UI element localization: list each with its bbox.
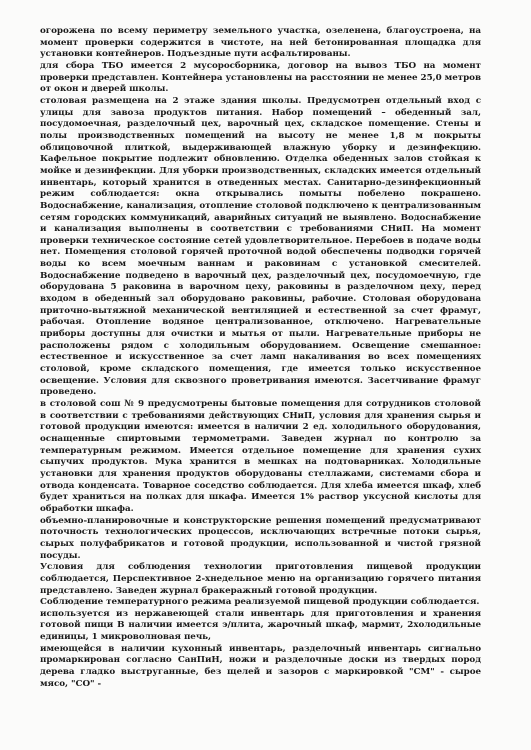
paragraph-waste-collection: для сбора ТБО имеется 2 мусоросборника, договор на вывоз ТБО на момент проверки представлен. Контейнера установлены на расстоянии не менее 25,0 метров от окон и дверей школы. [40, 60, 481, 95]
paragraph-equipment: используется из нержавеющей стали инвентарь для приготовления и хранения готовой пищи В наличии имеется э/плита, жарочный шкаф, мармит, 2холодильные единицы, 1 микроволновая печь, [40, 608, 481, 643]
paragraph-layout: объемно-планировочные и конструкторские решения помещений предусматривают поточность технологических процессов, исключающих встречные потоки сырья, сырых полуфабрикатов и готовой продукции, использованной и чистой грязной посуды. [40, 515, 481, 561]
paragraph-inventory: имеющейся в наличии кухонный инвентарь, разделочный инвентарь сигнально промаркирован согласно СанПиН, ножи и разделочные доски из твердых пород дерева гладко выструганные, без щелей и зазоров с маркировкой "СМ" - сырое мясо, "СО" - [40, 643, 481, 689]
document-body [40, 26, 481, 690]
paragraph-territory: огорожена по всему периметру земельного участка, озеленена, благоустроена, на момент проверки содержится в чистоте, на ней бетонированная площадка для установки контейнеров. Подъездные пути асфальтированы. [40, 26, 481, 60]
paragraph-canteen: столовая размещена на 2 этаже здания школы. Предусмотрен отдельный вход с улицы для завоза продуктов питания. Набор помещений – обеденный зал, посудомоечная, разделочный цех, варочный цех, складское помещение. Стены и полы производственных помещений на высоту не менее 1,8 м покрыты облицовочной плиткой, выдерживающей влажную уборку и дезинфекцию. Кафельное покрытие подлежит обновлению. Отделка обеденных залов стойкая к мойке и дезинфекции. Для уборки производственных, складских имеется отдельный инвентарь, который хранится в отведенных местах. Санитарно-дезинфекционный режим соблюдается: окна открывались помыты побелено покрашено. Водоснабжение, канализация, отопление столовой подключено к централизованным сетям городских коммуникаций, аварийных ситуаций не выявлено. Водоснабжение и канализация выполнены в соответствии с требованиями СНиП. На момент проверки техническое состояние сетей удовлетворительное. Перебоев в подаче воды нет. Помещения столовой горячей проточной водой обеспечены подводки горячей воды ко всем моечным ваннам и раковинам с установкой смесителей. Водоснабжение подведено в варочный цех, разделочный цех, посудомоечную, где оборудована 5 раковина в варочном цеху, раковины в разделочном цеху, перед входом в обеденный зал оборудовано раковины, рабочие. Столовая оборудована приточно-вытяжной механической вентиляцией и естественной за счет фрамуг, рабочая. Отопление водяное централизованное, отключено. Нагревательные приборы доступны для очистки и мытья от пыли. Нагревательные приборы не расположены рядом с холодильным оборудованием. Освещение смешанное: естественное и искусственное за счет ламп накаливания во всех помещениях столовой, кроме складского помещения, где имеется только искусственное освещение. Условия для сквозного проветривания имеются. Засетчивание фрамуг проведено. [40, 95, 481, 398]
paragraph-temperature: Соблюдение температурного режима реализуемой пищевой продукции соблюдается. [40, 597, 480, 608]
paragraph-technology: Условия для соблюдения технологии приготовления пищевой продукции соблюдается, Перспективное 2-хнедельное меню на организацию горячего питания представлено. Заведен журнал бракеражный готовой продукции. [40, 562, 481, 596]
paragraph-storage: в столовой сош № 9 предусмотрены бытовые помещения для сотрудников столовой в соответствии с требованиями действующих СНиП, условия для хранения сырья и готовой продукции имеются: имеется в наличии 2 ед. холодильного оборудования, оснащенные спиртовыми термометрами. Заведен журнал по контролю за температурным режимом. Имеется отдельное помещение для хранения сухих сыпучих продуктов. Мука хранится в мешках на подтоварниках. Холодильные установки для хранения продуктов оборудованы стеллажами, системами сбора и отвода конденсата. Товарное соседство соблюдается. Для хлеба имеется шкаф, хлеб будет храниться на полках для шкафа. Имеется 1% раствор уксусной кислоты для обработки шкафа. [40, 399, 481, 514]
